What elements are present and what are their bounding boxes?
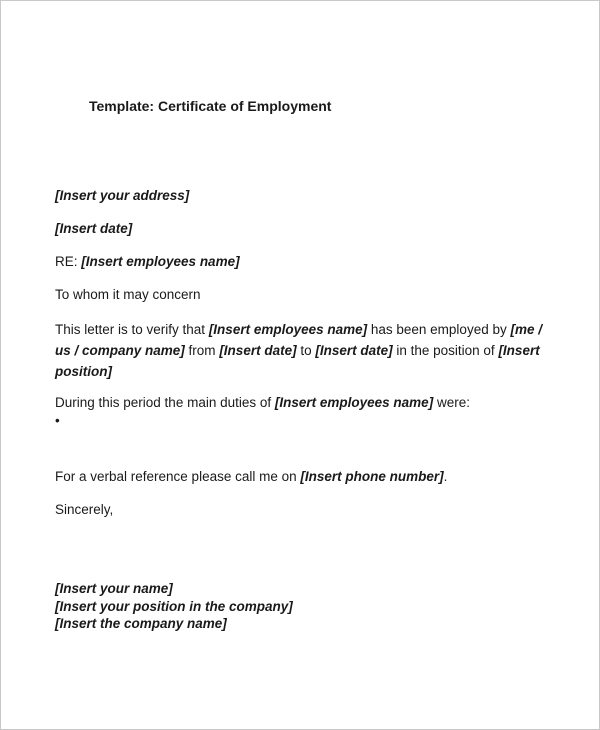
verify-name-placeholder: [Insert employees name] (208, 322, 368, 337)
salutation: To whom it may concern (55, 287, 201, 302)
reference-line (55, 468, 545, 486)
verify-text-2: has been employed by (367, 322, 511, 337)
duties-bullet: • (55, 413, 60, 428)
re-line (55, 253, 545, 271)
verify-paragraph (55, 319, 545, 382)
signature-block (55, 580, 545, 633)
verify-text-4: to (296, 343, 316, 358)
verify-text-5: in the position of (392, 343, 499, 358)
verify-date2-placeholder: [Insert date] (315, 343, 393, 358)
re-prefix: RE: (55, 254, 82, 269)
verify-text-3: from (184, 343, 220, 358)
address-placeholder: [Insert your address] (55, 188, 190, 203)
signature-name-placeholder: [Insert your name] (55, 581, 173, 596)
reference-text-2: . (443, 469, 448, 484)
verify-position-placeholder: [Insert position] (55, 343, 540, 379)
duties-text-2: were: (433, 395, 470, 410)
reference-text-1: For a verbal reference please call me on (55, 469, 301, 484)
duties-text-1: During this period the main duties of (55, 395, 275, 410)
duties-line (55, 394, 545, 412)
verify-text-1: This letter is to verify that (55, 322, 209, 337)
duties-name-placeholder: [Insert employees name] (274, 395, 434, 410)
signature-position-placeholder: [Insert your position in the company] (55, 598, 293, 614)
date-placeholder: [Insert date] (55, 221, 133, 236)
signature-company-placeholder: [Insert the company name] (55, 616, 227, 631)
verify-date1-placeholder: [Insert date] (219, 343, 297, 358)
closing: Sincerely, (55, 502, 114, 517)
re-name-placeholder: [Insert employees name] (81, 254, 240, 269)
document-title: Template: Certificate of Employment (89, 98, 332, 114)
verify-company-placeholder: [me / us / company name] (55, 322, 542, 358)
reference-phone-placeholder: [Insert phone number] (300, 469, 444, 484)
letter-content (1, 1, 599, 633)
